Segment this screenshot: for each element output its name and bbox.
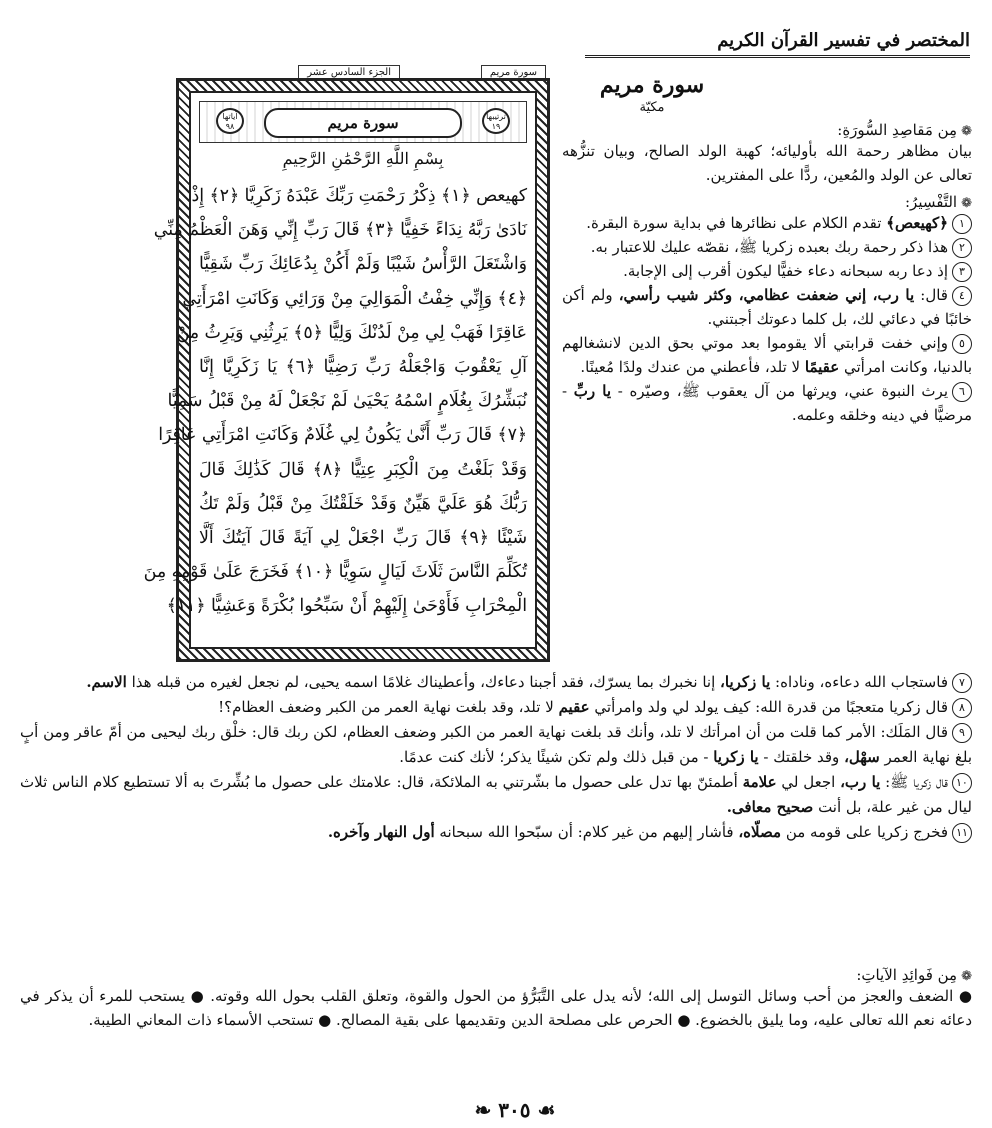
verse-text: وقد خلقتك -	[763, 748, 840, 766]
flower-icon: ❁	[961, 969, 972, 984]
tafsir-verse-7	[20, 670, 972, 695]
verse-bold: يا زكريا،	[720, 673, 771, 691]
verse-bold: يا رب،	[840, 773, 881, 791]
verse-number: ٧	[952, 673, 972, 693]
verse-bold: يا ربِّ	[573, 382, 612, 400]
quran-line: عَاقِرًا فَهَبْ لِي مِنْ لَدُنْكَ وَلِيًّا ﴿٥﴾ يَرِثُنِي وَيَرِثُ مِنْ	[176, 322, 527, 343]
verse-bold: يا زكريا	[713, 748, 759, 766]
verse-text: لا تلد، فأعطني من عندك ولدًا مُعينًا.	[580, 358, 801, 376]
verse-text: فأشار إليهم من غير كلام: أن سبّحوا الله سبحانه	[439, 823, 734, 841]
ornament-icon: ❧	[474, 1098, 499, 1122]
verse-text: - مرضيًّا في دينه وخلقه وعلمه.	[562, 382, 972, 424]
verse-text: اجعل لي	[781, 773, 836, 791]
benefits-heading-text: مِن فَوائِدِ الآياتِ:	[856, 966, 958, 984]
quran-line: رَبُّكَ هُوَ عَلَيَّ هَيِّنٌ وَقَدْ خَلَقْتُكَ مِنْ قَبْلُ وَلَمْ تَكُ	[199, 493, 527, 514]
verse-text: فاستجاب الله دعاءه، وناداه:	[775, 673, 948, 691]
verse-bold: يا رب، إني ضعفت عظامي، وكثر شيب رأسي،	[618, 286, 915, 304]
verse-text: - من قبل ذلك ولم تكن شيئًا يذكر؛ لأنك كنت عدمًا.	[399, 748, 709, 766]
tafsir-verse-8	[20, 695, 972, 720]
surah-banner	[199, 101, 527, 143]
verse-bold: عقيمًا	[804, 358, 840, 376]
surah-top-label: سورة مريم	[481, 65, 546, 80]
tafsir-verse-3	[562, 259, 972, 283]
verse-text: هذا ذكر رحمة ربك بعبده زكريا ﷺ، نقصّه عليك للاعتبار به.	[590, 238, 948, 256]
verse-text: ولم أكن خائبًا في دعائي لك، بل كلما دعوتك أجبتني.	[562, 286, 972, 328]
verse-bold: صحيح معافى.	[726, 798, 814, 816]
verse-number: ٢	[952, 238, 972, 258]
verse-number: ٣	[952, 262, 972, 282]
verse-bold: مصلّاه،	[738, 823, 782, 841]
tafsir-verse-9	[20, 720, 972, 770]
tafsir-verse-1	[562, 211, 972, 235]
verse-number: ٨	[952, 698, 972, 718]
verse-text: يرث النبوة عني، ويرثها من آل يعقوب ﷺ، وصيّره -	[617, 382, 948, 400]
surah-order-medallion: ترتيبها ١٩	[482, 108, 510, 134]
quran-line: وَقَدْ بَلَغْتُ مِنَ الْكِبَرِ عِتِيًّا ﴿٨﴾ قَالَ كَذَٰلِكَ قَالَ	[199, 459, 527, 480]
verse-text: أطمئنّ بها تدل على حصول ما بشّرتني به الملائكة، قال: علامتك على حصول ما بُشِّرتَ به ألا تستطيع كلام الناس ثلاث ليال من غير علة، بل أنت	[20, 773, 972, 816]
benefits-text: ● الضعف والعجز من أحب وسائل التوسل إلى الله؛ لأنه يدل على التَّبَرُّؤ من الحول والقوة، وتعلق القلب بحول الله وقوته. ● يستحب للمرء أن يذكر في دعائه نعم الله تعالى عليه، وما يليق بالخضوع. ● الحرص على مصلحة الدين وتقديمها على بقية المصالح. ● تستحب الأسماء ذات المعاني الطيبة.	[20, 987, 972, 1029]
benefits-section	[20, 960, 972, 1032]
verse-text: قال المَلَك: الأمر كما قلت من أن امرأتك لا تلد، وأنك قد بلغت نهاية العمر من الكبر وضعف العظام، لكن ربك قال: خلْق ربك ليحيى من أمّ عاقر ومن أبٍ بلغ نهاية العمر	[20, 723, 972, 766]
quran-line: كهيعص ﴿١﴾ ذِكْرُ رَحْمَتِ رَبِّكَ عَبْدَهُ زَكَرِيَّا ﴿٢﴾ إِذْ	[191, 186, 527, 206]
tafsir-heading	[562, 193, 972, 211]
running-header	[585, 28, 970, 58]
quran-text	[143, 179, 528, 641]
quran-line: نُبَشِّرُكَ بِغُلَامٍ اسْمُهُ يَحْيَىٰ لَمْ نَجْعَلْ لَهُ مِنْ قَبْلُ سَمِيًّا	[167, 391, 527, 412]
page-number-text: ٣٠٥	[498, 1098, 531, 1122]
mushaf-text-area	[143, 91, 537, 649]
verse-number: ١	[952, 214, 972, 234]
flower-icon: ❁	[961, 124, 972, 139]
juz-label: الجزء السادس عشر	[298, 65, 400, 80]
surah-type: مكيّة	[639, 100, 665, 115]
verse-text: إنا نخبرك بما يسرّك، فقد أجبنا دعاءك، وأعطيناك غلامًا اسمه يحيى، لم نجعل لغيره من قبله هذا	[131, 673, 716, 691]
objectives-heading-text: مِن مَقاصِدِ السُّورَةِ:	[837, 121, 958, 139]
ornament-icon: ☙	[530, 1098, 556, 1122]
verse-text: قال زكريا ﷺ:	[885, 773, 948, 791]
ornamental-frame	[143, 78, 550, 662]
tafsir-verse-6	[562, 379, 972, 427]
tafsir-verse-10	[20, 770, 972, 820]
verse-bold: أول النهار وآخره.	[327, 823, 435, 841]
verse-text: قال:	[920, 286, 948, 304]
verse-text: لا تلد، وقد بلغت نهاية العمر من الكبر وضعف العظام؟!	[218, 698, 554, 716]
tafsir-verse-2	[562, 235, 972, 259]
quran-line: آلِ يَعْقُوبَ وَاجْعَلْهُ رَبِّ رَضِيًّا ﴿٦﴾ يَا زَكَرِيَّا إِنَّا	[199, 356, 527, 377]
verse-number: ١٠	[952, 773, 972, 793]
surah-banner-title: سورة مريم	[264, 108, 462, 138]
verse-quote: ﴿كهيعص﴾	[886, 214, 948, 232]
verse-bold: علامة	[742, 773, 777, 791]
benefits-heading	[20, 966, 972, 984]
surah-title: سورة مريم	[599, 72, 705, 98]
verse-bold: سهْل،	[844, 748, 880, 766]
verse-number: ٥	[952, 334, 972, 354]
verse-text: قال زكريا متعجبًا من قدرة الله: كيف يولد لي ولد وامرأتي	[594, 698, 948, 716]
verse-text: فخرج زكريا على قومه من	[785, 823, 948, 841]
quran-line: ﴿٧﴾ قَالَ رَبِّ أَنَّىٰ يَكُونُ لِي غُلَامٌ وَكَانَتِ امْرَأَتِي عَاقِرًا	[158, 425, 527, 446]
verse-count-medallion: آياتها ٩٨	[216, 108, 244, 134]
tafsir-verse-5	[562, 331, 972, 379]
quran-line: الْمِحْرَابِ فَأَوْحَىٰ إِلَيْهِمْ أَنْ سَبِّحُوا بُكْرَةً وَعَشِيًّا ﴿١١﴾	[166, 596, 527, 617]
objectives-text: بيان مظاهر رحمة الله بأوليائه؛ كهبة الولد الصالح، وبيان تنزُّهه تعالى عن الولد والمُعين، ردًّا على المفترين.	[562, 142, 972, 184]
page-number	[460, 1098, 570, 1122]
verse-text: إذ دعا ربه سبحانه دعاء خفيًّا ليكون أقرب إلى الإجابة.	[623, 262, 948, 280]
header-rule	[585, 55, 970, 58]
verse-text: وإني خفت قرابتي ألا يقوموا بعد موتي بحق الدين لانشغالهم بالدنيا، وكانت امرأتي	[562, 334, 972, 376]
tafsir-full-width	[20, 670, 972, 845]
tafsir-heading-text: التَّفْسِيرُ:	[905, 193, 958, 211]
verse-number: ٦	[952, 382, 972, 402]
mushaf-page	[143, 62, 550, 662]
quran-line: تُكَلِّمَ النَّاسَ ثَلَاثَ لَيَالٍ سَوِيًّا ﴿١٠﴾ فَخَرَجَ عَلَىٰ قَوْمِهِ مِنَ	[143, 562, 527, 583]
tafsir-column	[562, 72, 972, 427]
verse-text: تقدم الكلام على نظائرها في بداية سورة البقرة.	[586, 214, 882, 232]
verse-number: ١١	[952, 823, 972, 843]
verse-number: ٤	[952, 286, 972, 306]
verse-bold: الاسم.	[86, 673, 127, 691]
verse-bold: عقيم	[558, 698, 590, 716]
objectives-heading	[562, 121, 972, 139]
tafsir-verse-11	[20, 820, 972, 845]
flower-icon: ❁	[961, 196, 972, 211]
quran-line: شَيْئًا ﴿٩﴾ قَالَ رَبِّ اجْعَلْ لِي آيَةً قَالَ آيَتُكَ أَلَّا	[199, 527, 528, 548]
quran-line: نَادَىٰ رَبَّهُ نِدَاءً خَفِيًّا ﴿٣﴾ قَالَ رَبِّ إِنِّي وَهَنَ الْعَظْمُ مِنِّي	[153, 220, 527, 241]
tafsir-verse-4	[562, 283, 972, 331]
quran-line: ﴿٤﴾ وَإِنِّي خِفْتُ الْمَوَالِيَ مِنْ وَرَائِي وَكَانَتِ امْرَأَتِي	[182, 288, 527, 309]
quran-line: وَاشْتَعَلَ الرَّأْسُ شَيْبًا وَلَمْ أَكُنْ بِدُعَائِكَ رَبِّ شَقِيًّا	[199, 254, 527, 275]
basmala: بِسْمِ اللَّهِ الرَّحْمَٰنِ الرَّحِيمِ	[282, 149, 444, 168]
book-title: المختصر في تفسير القرآن الكريم	[717, 30, 970, 51]
verse-number: ٩	[952, 723, 972, 743]
